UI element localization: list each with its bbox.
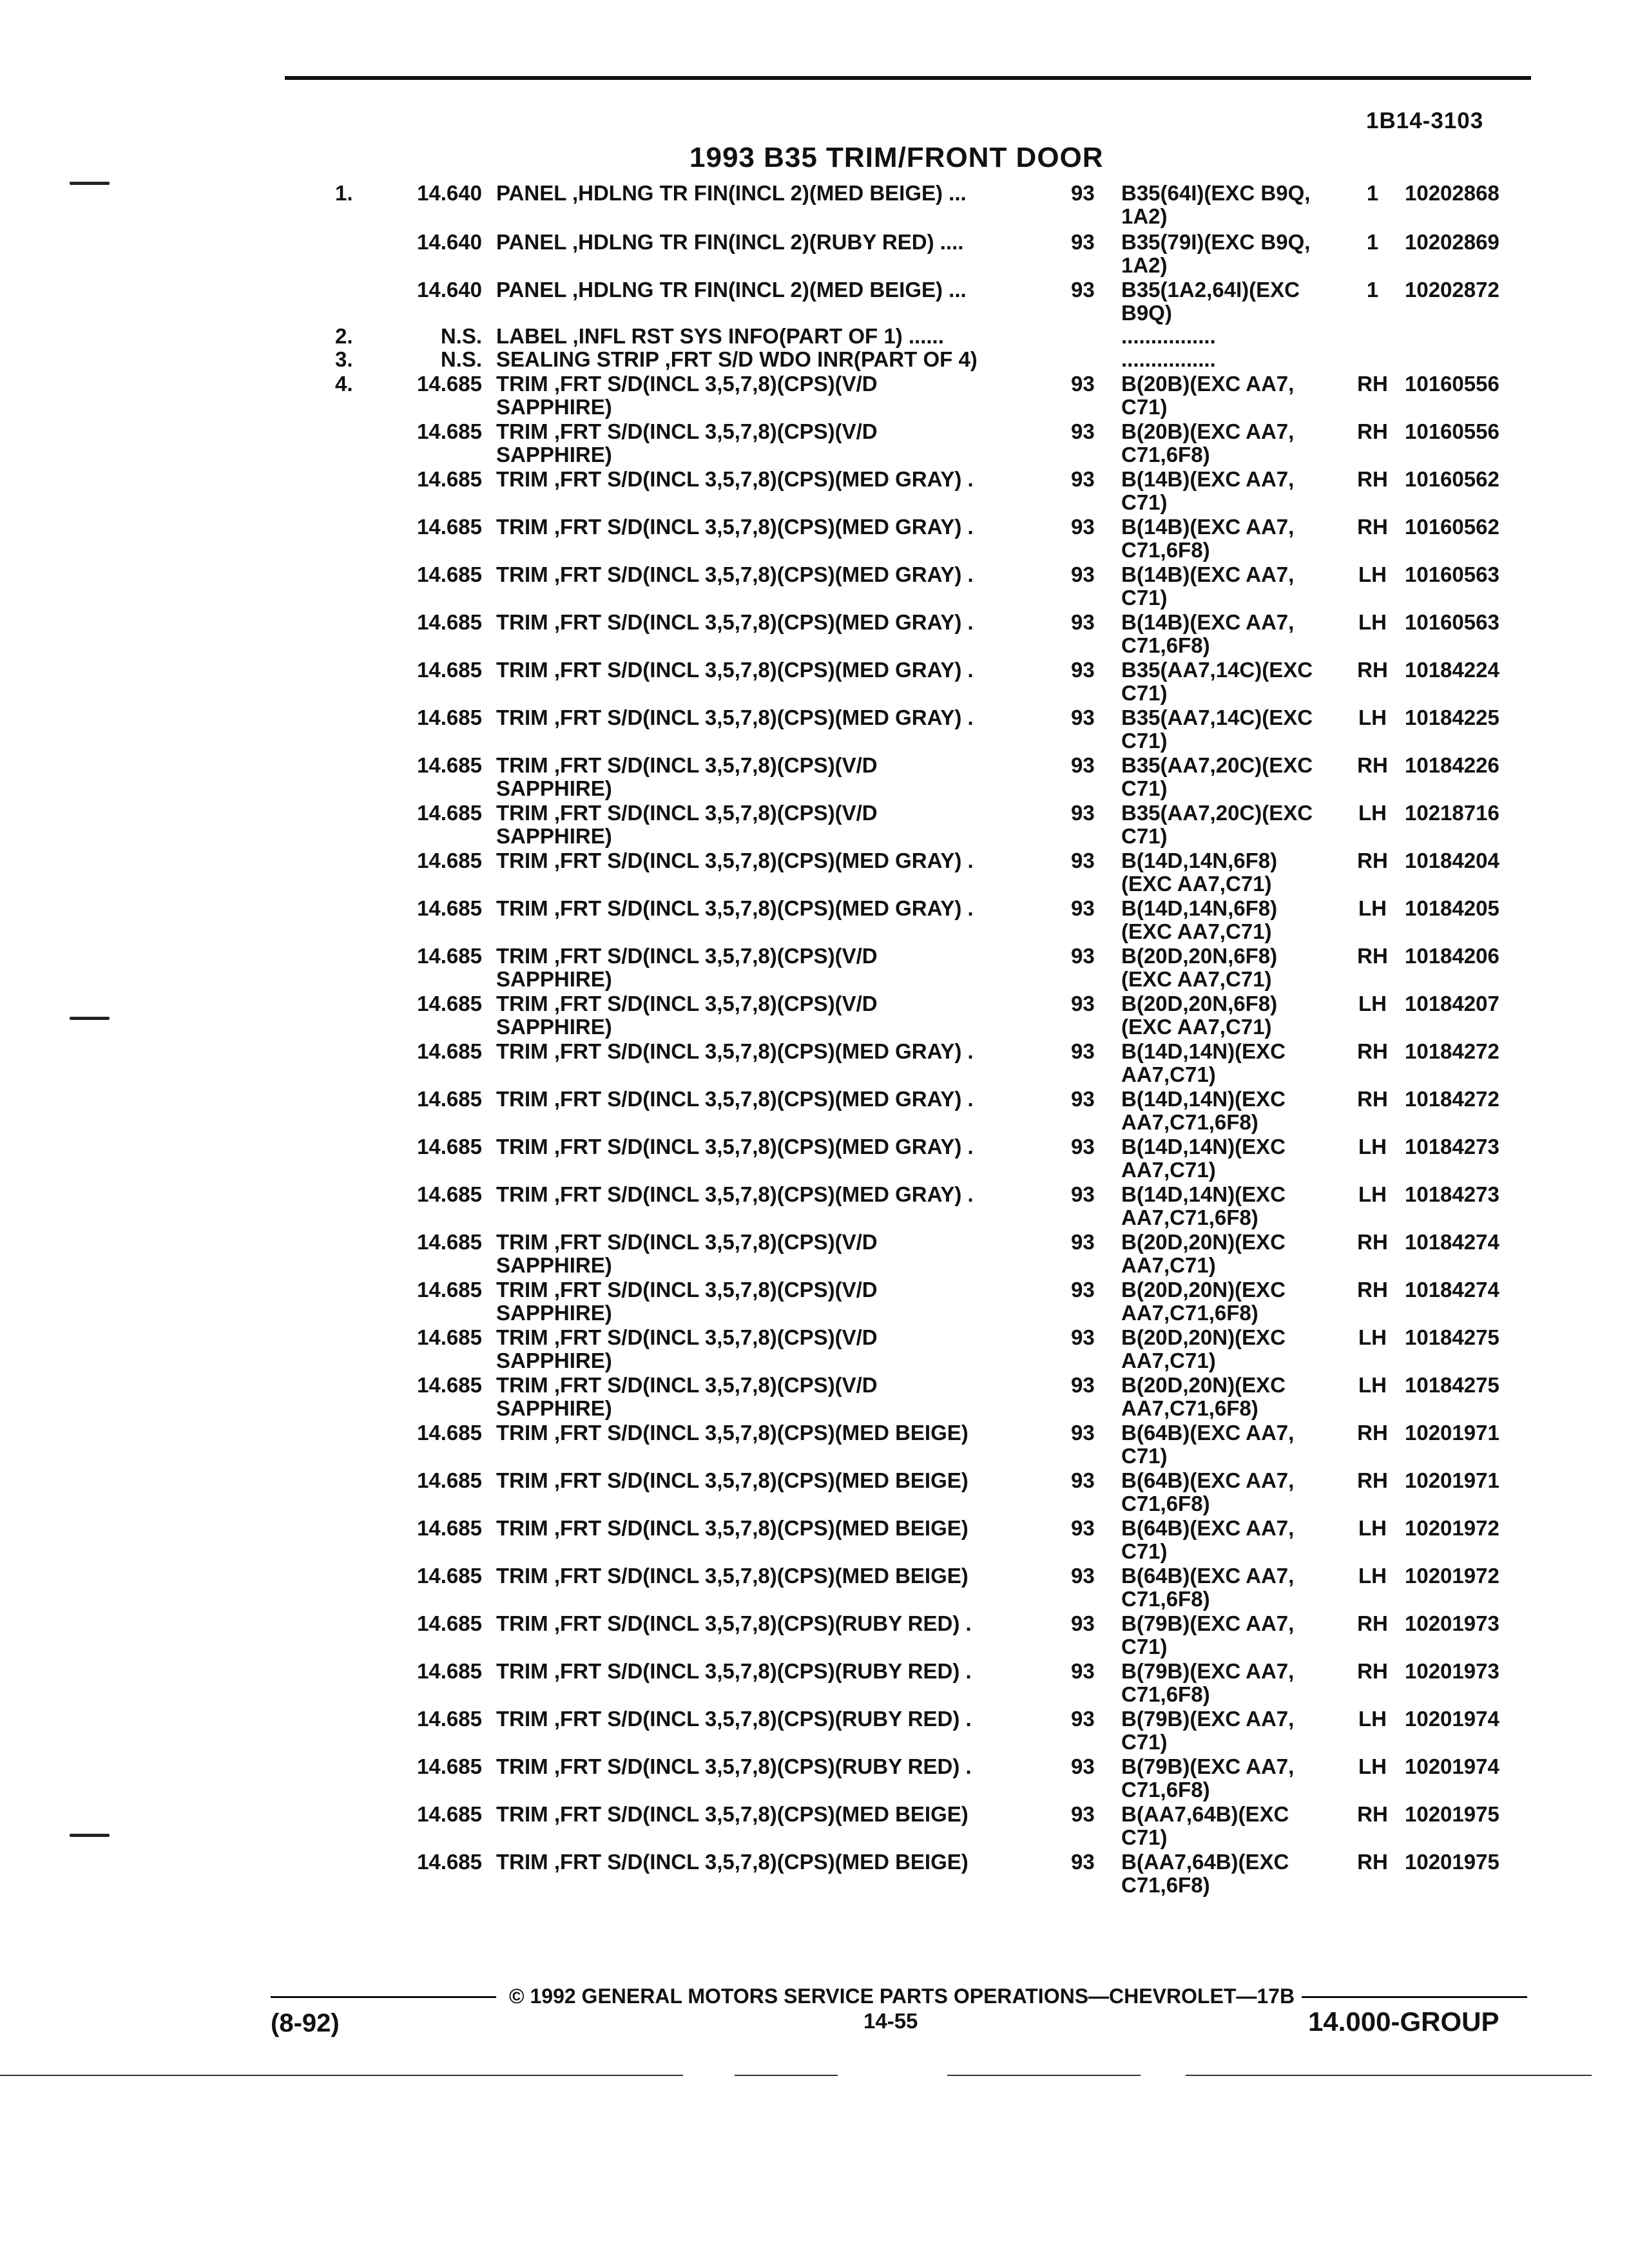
part-number: 10184224 bbox=[1405, 658, 1499, 682]
model-year: 93 bbox=[1071, 372, 1095, 396]
model-year: 93 bbox=[1071, 1754, 1095, 1778]
part-description: TRIM ,FRT S/D(INCL 3,5,7,8)(CPS)(MED GRAY) . bbox=[496, 1182, 974, 1206]
model-year: 93 bbox=[1071, 1659, 1095, 1683]
quantity: RH bbox=[1357, 372, 1388, 396]
part-description: TRIM ,FRT S/D(INCL 3,5,7,8)(CPS)(MED GRAY) . bbox=[496, 1135, 974, 1158]
quantity: LH bbox=[1358, 706, 1387, 729]
model-usage: B35(64I)(EXC B9Q, 1A2) bbox=[1121, 181, 1311, 228]
model-usage: B(20B)(EXC AA7, C71,6F8) bbox=[1121, 419, 1295, 466]
part-description: TRIM ,FRT S/D(INCL 3,5,7,8)(CPS)(MED BEIGE) bbox=[496, 1421, 969, 1445]
model-year: 93 bbox=[1071, 1087, 1095, 1111]
model-usage: B(64B)(EXC AA7, C71) bbox=[1121, 1421, 1295, 1468]
table-row bbox=[0, 1469, 1629, 1517]
table-row bbox=[0, 1660, 1629, 1707]
model-usage: B(14B)(EXC AA7, C71) bbox=[1121, 562, 1295, 610]
quantity: RH bbox=[1357, 515, 1388, 539]
model-year: 93 bbox=[1071, 181, 1095, 205]
part-number: 10184275 bbox=[1405, 1325, 1499, 1349]
model-usage: B(79B)(EXC AA7, C71,6F8) bbox=[1121, 1754, 1295, 1802]
footer-copyright: © 1992 GENERAL MOTORS SERVICE PARTS OPERATIONS—CHEVROLET—17B bbox=[509, 1984, 1295, 2008]
bottom-rule bbox=[0, 2075, 683, 2076]
model-usage: B(64B)(EXC AA7, C71,6F8) bbox=[1121, 1468, 1295, 1515]
part-number: 10184207 bbox=[1405, 992, 1499, 1015]
model-usage: B(14B)(EXC AA7, C71) bbox=[1121, 467, 1295, 514]
table-row bbox=[0, 658, 1629, 706]
model-usage: B(14D,14N)(EXC AA7,C71) bbox=[1121, 1039, 1286, 1086]
illustration-ref: 14.685 bbox=[417, 1754, 482, 1778]
part-description: LABEL ,INFL RST SYS INFO(PART OF 1) ...... bbox=[496, 324, 944, 348]
part-number: 10160556 bbox=[1405, 372, 1499, 396]
model-usage: B(20D,20N)(EXC AA7,C71,6F8) bbox=[1121, 1278, 1286, 1325]
quantity: 1 bbox=[1366, 181, 1379, 205]
model-year: 93 bbox=[1071, 801, 1095, 825]
part-number: 10201971 bbox=[1405, 1421, 1499, 1445]
quantity: RH bbox=[1357, 849, 1388, 872]
table-row bbox=[0, 945, 1629, 992]
illustration-ref: 14.685 bbox=[417, 372, 482, 396]
model-usage: B(79B)(EXC AA7, C71) bbox=[1121, 1611, 1295, 1658]
quantity: RH bbox=[1357, 1802, 1388, 1826]
part-number: 10202872 bbox=[1405, 278, 1499, 302]
part-description: TRIM ,FRT S/D(INCL 3,5,7,8)(CPS)(V/D SAPPHIRE) bbox=[496, 419, 878, 466]
model-year: 93 bbox=[1071, 230, 1095, 254]
table-row bbox=[0, 1803, 1629, 1850]
model-usage: B(14B)(EXC AA7, C71,6F8) bbox=[1121, 515, 1295, 562]
model-year: 93 bbox=[1071, 1421, 1095, 1445]
table-row bbox=[0, 1421, 1629, 1469]
part-number: 10160563 bbox=[1405, 562, 1499, 586]
part-number: 10160563 bbox=[1405, 610, 1499, 634]
quantity: RH bbox=[1357, 1039, 1388, 1063]
table-row bbox=[0, 1612, 1629, 1660]
model-usage: ................ bbox=[1121, 324, 1216, 348]
part-number: 10201973 bbox=[1405, 1611, 1499, 1635]
illustration-ref: 14.685 bbox=[417, 1421, 482, 1445]
part-description: TRIM ,FRT S/D(INCL 3,5,7,8)(CPS)(MED BEIGE) bbox=[496, 1468, 969, 1492]
model-year: 93 bbox=[1071, 1802, 1095, 1826]
quantity: RH bbox=[1357, 1230, 1388, 1254]
part-description: TRIM ,FRT S/D(INCL 3,5,7,8)(CPS)(V/D SAPPHIRE) bbox=[496, 1373, 878, 1420]
illustration-ref: 14.685 bbox=[417, 1468, 482, 1492]
model-year: 93 bbox=[1071, 1373, 1095, 1397]
illustration-ref: 14.685 bbox=[417, 562, 482, 586]
table-row bbox=[0, 1850, 1629, 1898]
part-number: 10201975 bbox=[1405, 1802, 1499, 1826]
part-description: PANEL ,HDLNG TR FIN(INCL 2)(RUBY RED) .... bbox=[496, 230, 964, 254]
illustration-ref: 14.685 bbox=[417, 1278, 482, 1302]
part-number: 10201972 bbox=[1405, 1564, 1499, 1588]
part-number: 10201974 bbox=[1405, 1754, 1499, 1778]
part-description: TRIM ,FRT S/D(INCL 3,5,7,8)(CPS)(MED BEIGE) bbox=[496, 1802, 969, 1826]
model-year: 93 bbox=[1071, 515, 1095, 539]
model-year: 93 bbox=[1071, 849, 1095, 872]
quantity: RH bbox=[1357, 467, 1388, 491]
illustration-ref: 14.685 bbox=[417, 419, 482, 443]
quantity: RH bbox=[1357, 1278, 1388, 1302]
model-year: 93 bbox=[1071, 706, 1095, 729]
model-usage: B35(AA7,14C)(EXC C71) bbox=[1121, 706, 1313, 753]
part-description: TRIM ,FRT S/D(INCL 3,5,7,8)(CPS)(MED GRAY) . bbox=[496, 610, 974, 634]
quantity: RH bbox=[1357, 1087, 1388, 1111]
model-year: 93 bbox=[1071, 1325, 1095, 1349]
model-year: 93 bbox=[1071, 896, 1095, 920]
table-row bbox=[0, 849, 1629, 897]
model-year: 93 bbox=[1071, 992, 1095, 1015]
table-row bbox=[0, 992, 1629, 1040]
part-description: TRIM ,FRT S/D(INCL 3,5,7,8)(CPS)(V/D SAPPHIRE) bbox=[496, 1278, 878, 1325]
item-number: 2. bbox=[335, 324, 353, 348]
quantity: RH bbox=[1357, 753, 1388, 777]
part-description: TRIM ,FRT S/D(INCL 3,5,7,8)(CPS)(V/D SAPPHIRE) bbox=[496, 992, 878, 1039]
page-title: 1993 B35 TRIM/FRONT DOOR bbox=[689, 142, 1104, 173]
model-usage: B35(79I)(EXC B9Q, 1A2) bbox=[1121, 230, 1311, 277]
model-year: 93 bbox=[1071, 1135, 1095, 1158]
illustration-ref: 14.685 bbox=[417, 515, 482, 539]
illustration-ref: 14.640 bbox=[417, 230, 482, 254]
table-row bbox=[0, 372, 1629, 420]
illustration-ref: 14.685 bbox=[417, 849, 482, 872]
bottom-rule bbox=[1186, 2075, 1592, 2076]
part-description: TRIM ,FRT S/D(INCL 3,5,7,8)(CPS)(V/D SAPPHIRE) bbox=[496, 753, 878, 800]
footer-rule-right bbox=[1302, 1996, 1527, 1998]
model-year: 93 bbox=[1071, 1039, 1095, 1063]
quantity: RH bbox=[1357, 1468, 1388, 1492]
table-row bbox=[0, 278, 1629, 326]
quantity: RH bbox=[1357, 419, 1388, 443]
part-number: 10201975 bbox=[1405, 1850, 1499, 1874]
part-description: TRIM ,FRT S/D(INCL 3,5,7,8)(CPS)(MED GRAY) . bbox=[496, 1087, 974, 1111]
model-usage: B(14D,14N)(EXC AA7,C71) bbox=[1121, 1135, 1286, 1182]
model-usage: B(14B)(EXC AA7, C71,6F8) bbox=[1121, 610, 1295, 657]
illustration-ref: 14.685 bbox=[417, 1707, 482, 1731]
bottom-rule bbox=[947, 2075, 1141, 2076]
model-usage: B(64B)(EXC AA7, C71) bbox=[1121, 1516, 1295, 1563]
part-number: 10184204 bbox=[1405, 849, 1499, 872]
quantity: LH bbox=[1358, 1325, 1387, 1349]
part-description: TRIM ,FRT S/D(INCL 3,5,7,8)(CPS)(RUBY RED) . bbox=[496, 1611, 972, 1635]
part-number: 10201973 bbox=[1405, 1659, 1499, 1683]
table-row bbox=[0, 1183, 1629, 1231]
table-row bbox=[0, 1564, 1629, 1612]
illustration-ref: 14.685 bbox=[417, 801, 482, 825]
table-row bbox=[0, 706, 1629, 754]
footer-rule-left bbox=[271, 1996, 496, 1998]
quantity: LH bbox=[1358, 1707, 1387, 1731]
part-number: 10184205 bbox=[1405, 896, 1499, 920]
model-usage: B(14D,14N,6F8) (EXC AA7,C71) bbox=[1121, 849, 1278, 896]
part-number: 10184272 bbox=[1405, 1039, 1499, 1063]
illustration-ref: 14.685 bbox=[417, 1373, 482, 1397]
part-description: TRIM ,FRT S/D(INCL 3,5,7,8)(CPS)(MED GRAY) . bbox=[496, 849, 974, 872]
illustration-ref: 14.685 bbox=[417, 1850, 482, 1874]
model-year: 93 bbox=[1071, 419, 1095, 443]
model-year: 93 bbox=[1071, 1564, 1095, 1588]
model-year: 93 bbox=[1071, 1468, 1095, 1492]
table-row bbox=[0, 1517, 1629, 1564]
illustration-ref: 14.685 bbox=[417, 896, 482, 920]
illustration-ref: 14.640 bbox=[417, 181, 482, 205]
footer-page-number: 14-55 bbox=[863, 2009, 918, 2033]
part-description: TRIM ,FRT S/D(INCL 3,5,7,8)(CPS)(RUBY RED) . bbox=[496, 1754, 972, 1778]
part-number: 10184274 bbox=[1405, 1230, 1499, 1254]
quantity: LH bbox=[1358, 610, 1387, 634]
quantity: RH bbox=[1357, 1850, 1388, 1874]
model-usage: B(14D,14N)(EXC AA7,C71,6F8) bbox=[1121, 1182, 1286, 1229]
model-year: 93 bbox=[1071, 658, 1095, 682]
illustration-ref: 14.685 bbox=[417, 1611, 482, 1635]
model-year: 93 bbox=[1071, 562, 1095, 586]
model-usage: B(79B)(EXC AA7, C71) bbox=[1121, 1707, 1295, 1754]
quantity: RH bbox=[1357, 1421, 1388, 1445]
model-usage: B35(AA7,14C)(EXC C71) bbox=[1121, 658, 1313, 705]
part-description: TRIM ,FRT S/D(INCL 3,5,7,8)(CPS)(MED GRAY) . bbox=[496, 896, 974, 920]
part-description: TRIM ,FRT S/D(INCL 3,5,7,8)(CPS)(V/D SAPPHIRE) bbox=[496, 1325, 878, 1372]
part-description: TRIM ,FRT S/D(INCL 3,5,7,8)(CPS)(V/D SAPPHIRE) bbox=[496, 801, 878, 848]
illustration-ref: 14.685 bbox=[417, 610, 482, 634]
table-row bbox=[0, 420, 1629, 468]
part-description: PANEL ,HDLNG TR FIN(INCL 2)(MED BEIGE) ... bbox=[496, 278, 967, 302]
table-row bbox=[0, 1231, 1629, 1278]
part-description: TRIM ,FRT S/D(INCL 3,5,7,8)(CPS)(V/D SAPPHIRE) bbox=[496, 1230, 878, 1277]
quantity: RH bbox=[1357, 1659, 1388, 1683]
part-description: TRIM ,FRT S/D(INCL 3,5,7,8)(CPS)(MED GRAY) . bbox=[496, 562, 974, 586]
table-row bbox=[0, 1040, 1629, 1088]
quantity: 1 bbox=[1366, 230, 1379, 254]
table-row bbox=[0, 1707, 1629, 1755]
part-number: 10184274 bbox=[1405, 1278, 1499, 1302]
model-usage: B(20D,20N,6F8) (EXC AA7,C71) bbox=[1121, 944, 1278, 991]
part-number: 10160562 bbox=[1405, 467, 1499, 491]
quantity: LH bbox=[1358, 896, 1387, 920]
illustration-ref: 14.685 bbox=[417, 467, 482, 491]
table-row bbox=[0, 802, 1629, 849]
top-rule bbox=[285, 76, 1531, 80]
part-number: 10160562 bbox=[1405, 515, 1499, 539]
item-number: 4. bbox=[335, 372, 353, 396]
quantity: LH bbox=[1358, 1182, 1387, 1206]
illustration-ref: 14.685 bbox=[417, 1135, 482, 1158]
model-year: 93 bbox=[1071, 1278, 1095, 1302]
illustration-ref: 14.685 bbox=[417, 658, 482, 682]
model-usage: B(20D,20N,6F8) (EXC AA7,C71) bbox=[1121, 992, 1278, 1039]
model-usage: B(20D,20N)(EXC AA7,C71) bbox=[1121, 1325, 1286, 1372]
quantity: LH bbox=[1358, 801, 1387, 825]
model-year: 93 bbox=[1071, 610, 1095, 634]
table-row bbox=[0, 1326, 1629, 1374]
item-number: 3. bbox=[335, 347, 353, 371]
table-row bbox=[0, 515, 1629, 563]
table-row bbox=[0, 1088, 1629, 1135]
model-year: 93 bbox=[1071, 1850, 1095, 1874]
quantity: LH bbox=[1358, 562, 1387, 586]
bottom-rule bbox=[735, 2075, 838, 2076]
part-number: 10201974 bbox=[1405, 1707, 1499, 1731]
quantity: RH bbox=[1357, 658, 1388, 682]
part-number: 10184206 bbox=[1405, 944, 1499, 968]
model-year: 93 bbox=[1071, 753, 1095, 777]
quantity: LH bbox=[1358, 992, 1387, 1015]
part-number: 10160556 bbox=[1405, 419, 1499, 443]
quantity: LH bbox=[1358, 1564, 1387, 1588]
model-year: 93 bbox=[1071, 1182, 1095, 1206]
model-usage: B(AA7,64B)(EXC C71) bbox=[1121, 1802, 1289, 1849]
quantity: RH bbox=[1357, 1611, 1388, 1635]
illustration-ref: 14.685 bbox=[417, 944, 482, 968]
table-row bbox=[0, 1755, 1629, 1803]
illustration-ref: 14.685 bbox=[417, 706, 482, 729]
illustration-ref: 14.685 bbox=[417, 1659, 482, 1683]
table-row bbox=[0, 1374, 1629, 1421]
illustration-ref: 14.685 bbox=[417, 1087, 482, 1111]
table-row bbox=[0, 897, 1629, 945]
illustration-ref: 14.685 bbox=[417, 1802, 482, 1826]
illustration-ref: 14.685 bbox=[417, 1182, 482, 1206]
part-number: 10184272 bbox=[1405, 1087, 1499, 1111]
model-year: 93 bbox=[1071, 1516, 1095, 1540]
quantity: LH bbox=[1358, 1754, 1387, 1778]
table-row bbox=[0, 1278, 1629, 1326]
page-code: 1B14-3103 bbox=[1366, 108, 1484, 133]
table-row bbox=[0, 231, 1629, 278]
table-row bbox=[0, 468, 1629, 515]
footer-group: 14.000-GROUP bbox=[1308, 2006, 1499, 2037]
part-description: TRIM ,FRT S/D(INCL 3,5,7,8)(CPS)(RUBY RED) . bbox=[496, 1707, 972, 1731]
model-usage: B35(AA7,20C)(EXC C71) bbox=[1121, 753, 1313, 800]
part-description: TRIM ,FRT S/D(INCL 3,5,7,8)(CPS)(MED BEIGE) bbox=[496, 1850, 969, 1874]
model-usage: B(79B)(EXC AA7, C71,6F8) bbox=[1121, 1659, 1295, 1706]
illustration-ref: 14.685 bbox=[417, 1230, 482, 1254]
illustration-ref: 14.685 bbox=[417, 992, 482, 1015]
quantity: 1 bbox=[1366, 278, 1379, 302]
table-row bbox=[0, 611, 1629, 658]
part-number: 10202869 bbox=[1405, 230, 1499, 254]
item-number: 1. bbox=[335, 181, 353, 205]
table-row bbox=[0, 754, 1629, 802]
part-number: 10184275 bbox=[1405, 1373, 1499, 1397]
model-usage: B35(1A2,64I)(EXC B9Q) bbox=[1121, 278, 1300, 325]
illustration-ref: N.S. bbox=[440, 347, 482, 371]
model-year: 93 bbox=[1071, 467, 1095, 491]
model-year: 93 bbox=[1071, 1611, 1095, 1635]
part-description: TRIM ,FRT S/D(INCL 3,5,7,8)(CPS)(MED GRAY) . bbox=[496, 658, 974, 682]
part-number: 10184225 bbox=[1405, 706, 1499, 729]
part-number: 10218716 bbox=[1405, 801, 1499, 825]
part-description: TRIM ,FRT S/D(INCL 3,5,7,8)(CPS)(RUBY RED) . bbox=[496, 1659, 972, 1683]
part-number: 10184273 bbox=[1405, 1182, 1499, 1206]
model-usage: B(64B)(EXC AA7, C71,6F8) bbox=[1121, 1564, 1295, 1611]
illustration-ref: 14.685 bbox=[417, 1516, 482, 1540]
model-year: 93 bbox=[1071, 278, 1095, 302]
illustration-ref: 14.685 bbox=[417, 1325, 482, 1349]
part-description: PANEL ,HDLNG TR FIN(INCL 2)(MED BEIGE) ... bbox=[496, 181, 967, 205]
model-usage: B(20D,20N)(EXC AA7,C71) bbox=[1121, 1230, 1286, 1277]
table-row bbox=[0, 182, 1629, 229]
part-description: TRIM ,FRT S/D(INCL 3,5,7,8)(CPS)(MED GRAY) . bbox=[496, 706, 974, 729]
illustration-ref: 14.685 bbox=[417, 1039, 482, 1063]
part-description: TRIM ,FRT S/D(INCL 3,5,7,8)(CPS)(V/D SAPPHIRE) bbox=[496, 944, 878, 991]
table-row bbox=[0, 563, 1629, 611]
part-description: TRIM ,FRT S/D(INCL 3,5,7,8)(CPS)(MED BEIGE) bbox=[496, 1516, 969, 1540]
model-usage: B(14D,14N,6F8) (EXC AA7,C71) bbox=[1121, 896, 1278, 943]
quantity: LH bbox=[1358, 1135, 1387, 1158]
quantity: LH bbox=[1358, 1373, 1387, 1397]
model-usage: B35(AA7,20C)(EXC C71) bbox=[1121, 801, 1313, 848]
part-number: 10184226 bbox=[1405, 753, 1499, 777]
part-description: SEALING STRIP ,FRT S/D WDO INR(PART OF 4) bbox=[496, 347, 978, 371]
part-description: TRIM ,FRT S/D(INCL 3,5,7,8)(CPS)(MED GRAY) . bbox=[496, 515, 974, 539]
model-usage: B(20D,20N)(EXC AA7,C71,6F8) bbox=[1121, 1373, 1286, 1420]
part-description: TRIM ,FRT S/D(INCL 3,5,7,8)(CPS)(MED BEIGE) bbox=[496, 1564, 969, 1588]
illustration-ref: N.S. bbox=[440, 324, 482, 348]
illustration-ref: 14.685 bbox=[417, 1564, 482, 1588]
illustration-ref: 14.685 bbox=[417, 753, 482, 777]
quantity: RH bbox=[1357, 944, 1388, 968]
part-description: TRIM ,FRT S/D(INCL 3,5,7,8)(CPS)(MED GRAY) . bbox=[496, 1039, 974, 1063]
table-row bbox=[0, 1135, 1629, 1183]
part-number: 10184273 bbox=[1405, 1135, 1499, 1158]
footer-date-code: (8-92) bbox=[271, 2009, 340, 2037]
model-usage: ................ bbox=[1121, 347, 1216, 371]
model-usage: B(AA7,64B)(EXC C71,6F8) bbox=[1121, 1850, 1289, 1897]
part-number: 10201971 bbox=[1405, 1468, 1499, 1492]
model-usage: B(20B)(EXC AA7, C71) bbox=[1121, 372, 1295, 419]
model-usage: B(14D,14N)(EXC AA7,C71,6F8) bbox=[1121, 1087, 1286, 1134]
part-number: 10201972 bbox=[1405, 1516, 1499, 1540]
part-description: TRIM ,FRT S/D(INCL 3,5,7,8)(CPS)(V/D SAPPHIRE) bbox=[496, 372, 878, 419]
illustration-ref: 14.640 bbox=[417, 278, 482, 302]
quantity: LH bbox=[1358, 1516, 1387, 1540]
part-number: 10202868 bbox=[1405, 181, 1499, 205]
part-description: TRIM ,FRT S/D(INCL 3,5,7,8)(CPS)(MED GRAY) . bbox=[496, 467, 974, 491]
model-year: 93 bbox=[1071, 944, 1095, 968]
model-year: 93 bbox=[1071, 1230, 1095, 1254]
model-year: 93 bbox=[1071, 1707, 1095, 1731]
